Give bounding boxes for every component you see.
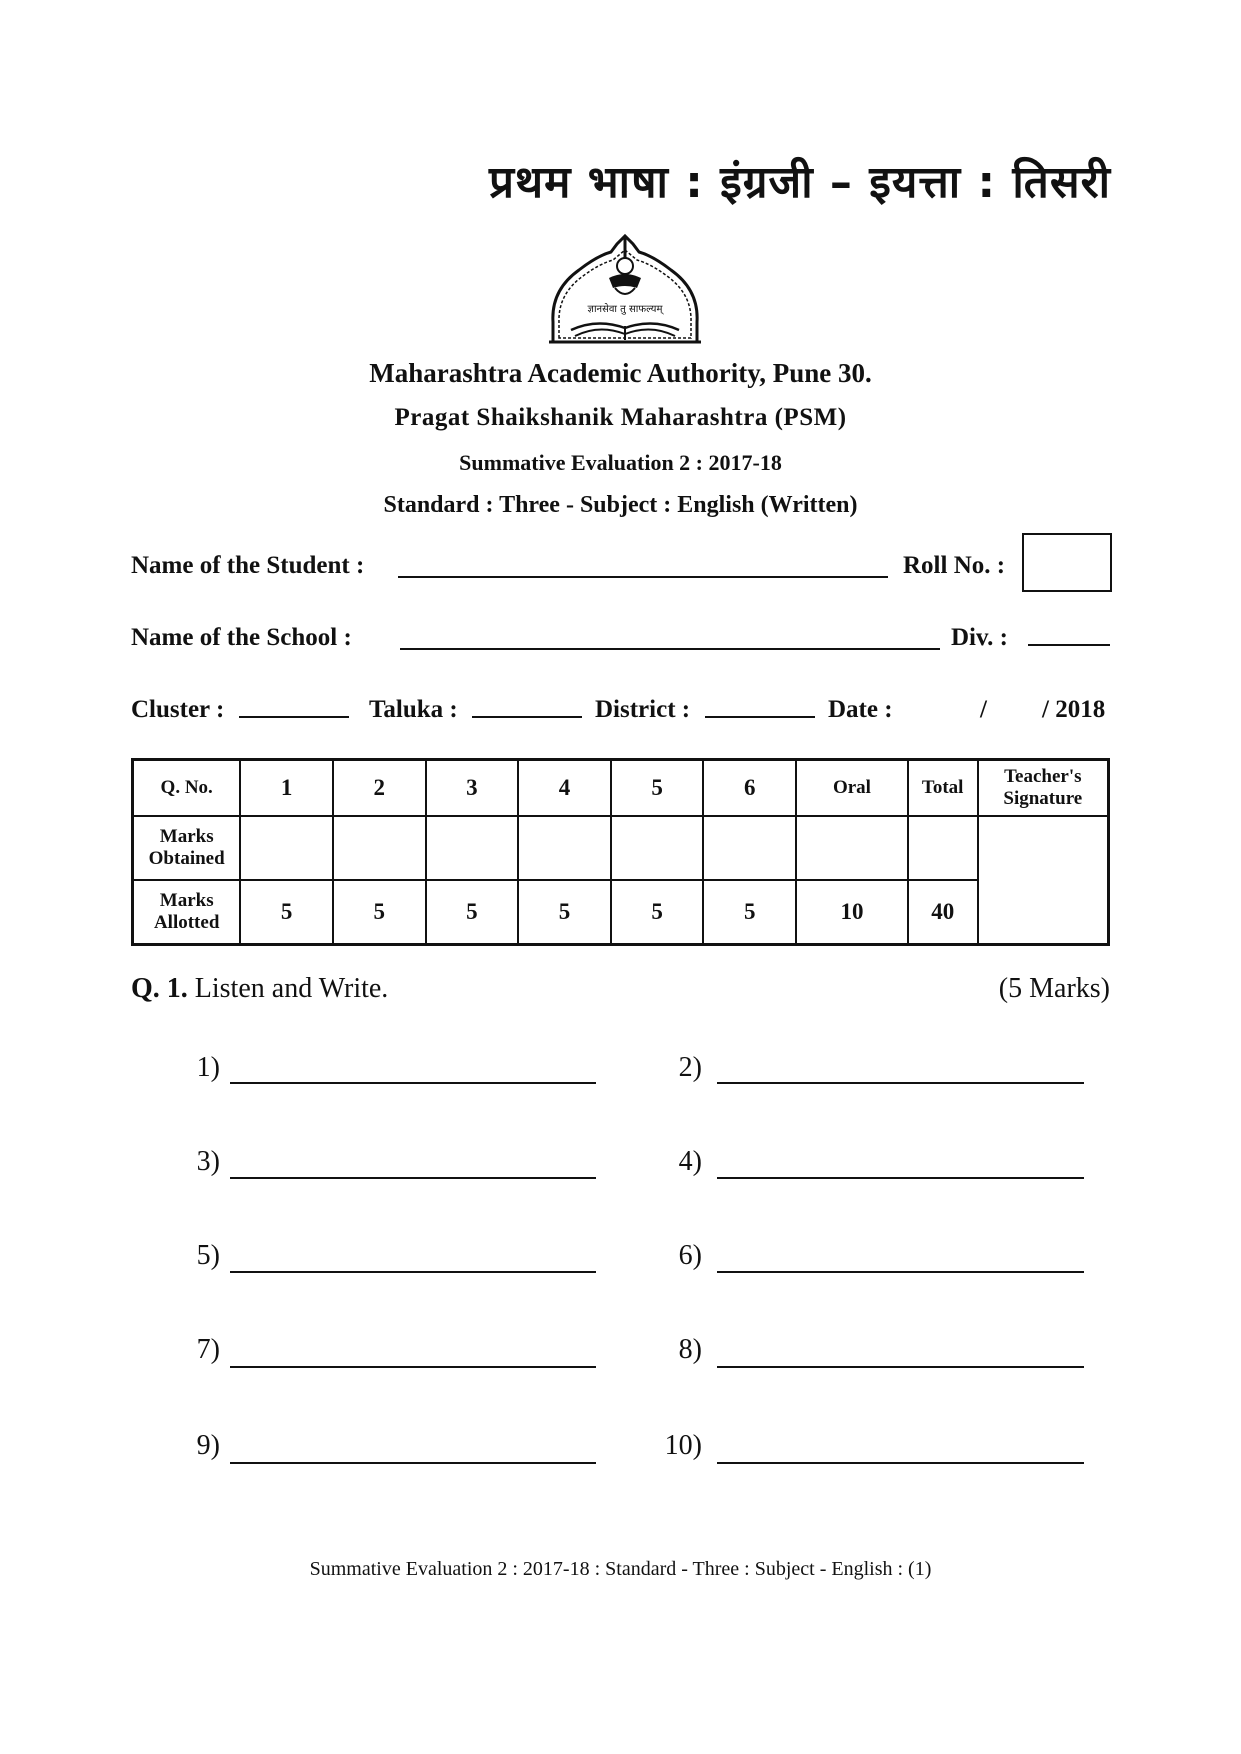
- taluka-line[interactable]: [472, 716, 582, 718]
- signature-label-2: Signature: [1003, 788, 1083, 809]
- allotted-cell: 10: [796, 880, 908, 945]
- answer-line[interactable]: [230, 1366, 596, 1368]
- question-number: Q. 1.: [131, 973, 188, 1004]
- answer-number: 7): [196, 1334, 220, 1365]
- allotted-cell: 5: [240, 880, 333, 945]
- obtained-cell[interactable]: [240, 816, 333, 880]
- evaluation-title: Summative Evaluation 2 : 2017-18: [459, 450, 782, 475]
- allotted-cell: 5: [703, 880, 796, 945]
- col-header: 3: [426, 760, 519, 817]
- allotted-cell: 5: [518, 880, 611, 945]
- marks-obtained-row: [133, 816, 1109, 880]
- answer-line[interactable]: [717, 1082, 1084, 1084]
- answer-number: 5): [196, 1240, 220, 1271]
- answer-line[interactable]: [230, 1082, 596, 1084]
- marks-allotted-row: [133, 880, 1109, 945]
- obtained-label-1: Marks: [159, 826, 214, 848]
- obtained-cell[interactable]: [333, 816, 426, 880]
- answer-number: 8): [678, 1334, 702, 1365]
- taluka-label: Taluka :: [369, 696, 458, 723]
- qno-header: Q. No.: [133, 760, 241, 817]
- hindi-title: प्रथम भाषा : इंग्रजी – इयत्ता : तिसरी: [488, 157, 1111, 208]
- allotted-label-1: Marks: [159, 890, 214, 912]
- allotted-cell: 5: [611, 880, 704, 945]
- oral-header: Oral: [796, 760, 908, 817]
- page-footer: Summative Evaluation 2 : 2017-18 : Standard - Three : Subject - English : (1): [309, 1558, 932, 1580]
- question-marks: (5 Marks): [998, 973, 1110, 1004]
- answer-line[interactable]: [230, 1177, 596, 1179]
- col-header: 2: [333, 760, 426, 817]
- logo-motto: ज्ञानसेवा तु साफल्यम्: [587, 304, 663, 315]
- answer-number: 4): [678, 1146, 702, 1177]
- answer-number: 2): [678, 1052, 702, 1083]
- cluster-label: Cluster :: [131, 696, 225, 723]
- col-header: 1: [240, 760, 333, 817]
- answer-number: 10): [664, 1430, 702, 1461]
- total-header: Total: [908, 760, 978, 817]
- district-label: District :: [595, 696, 691, 723]
- div-label: Div. :: [951, 624, 1008, 651]
- col-header: 5: [611, 760, 704, 817]
- answer-line[interactable]: [230, 1462, 596, 1464]
- date-year: / 2018: [1042, 696, 1106, 723]
- answer-number: 1): [196, 1052, 220, 1083]
- div-line[interactable]: [1028, 644, 1110, 646]
- table-header-row: [133, 760, 1109, 817]
- allotted-cell: 5: [333, 880, 426, 945]
- roll-no-label: Roll No. :: [903, 552, 1006, 579]
- program-name: Pragat Shaikshanik Maharashtra (PSM): [394, 404, 847, 431]
- cluster-line[interactable]: [239, 716, 349, 718]
- answer-line[interactable]: [717, 1462, 1084, 1464]
- answer-line[interactable]: [230, 1271, 596, 1273]
- col-header: 4: [518, 760, 611, 817]
- emblem-logo: [545, 230, 705, 352]
- obtained-cell[interactable]: [908, 816, 978, 880]
- date-separator: /: [980, 696, 987, 723]
- district-line[interactable]: [705, 716, 815, 718]
- answer-line[interactable]: [717, 1177, 1084, 1179]
- obtained-cell[interactable]: [518, 816, 611, 880]
- signature-cell[interactable]: [978, 816, 1109, 945]
- student-name-line[interactable]: [398, 576, 888, 578]
- answer-line[interactable]: [717, 1271, 1084, 1273]
- obtained-cell[interactable]: [611, 816, 704, 880]
- col-header: 6: [703, 760, 796, 817]
- allotted-label-2: Allotted: [153, 912, 220, 933]
- authority-name: Maharashtra Academic Authority, Pune 30.: [369, 358, 872, 388]
- answer-number: 3): [196, 1146, 220, 1177]
- obtained-cell[interactable]: [703, 816, 796, 880]
- date-label: Date :: [828, 696, 893, 723]
- allotted-cell: 5: [426, 880, 519, 945]
- question-1: [131, 973, 388, 1005]
- signature-header: [978, 760, 1109, 817]
- answer-number: 6): [678, 1240, 702, 1271]
- standard-subject: Standard : Three - Subject : English (Written): [383, 492, 858, 518]
- obtained-cell[interactable]: [426, 816, 519, 880]
- obtained-cell[interactable]: [796, 816, 908, 880]
- allotted-cell: 40: [908, 880, 978, 945]
- roll-no-box[interactable]: [1022, 533, 1112, 592]
- allotted-label: [133, 880, 241, 945]
- question-instruction: Listen and Write.: [194, 973, 389, 1004]
- answer-number: 9): [196, 1430, 220, 1461]
- obtained-label: [133, 816, 241, 880]
- school-name-label: Name of the School :: [131, 624, 352, 651]
- obtained-label-2: Obtained: [148, 848, 225, 869]
- answer-line[interactable]: [717, 1366, 1084, 1368]
- signature-label-1: Teacher's: [1004, 766, 1082, 788]
- school-name-line[interactable]: [400, 648, 940, 650]
- marks-table: [131, 758, 1110, 946]
- student-name-label: Name of the Student :: [131, 552, 365, 579]
